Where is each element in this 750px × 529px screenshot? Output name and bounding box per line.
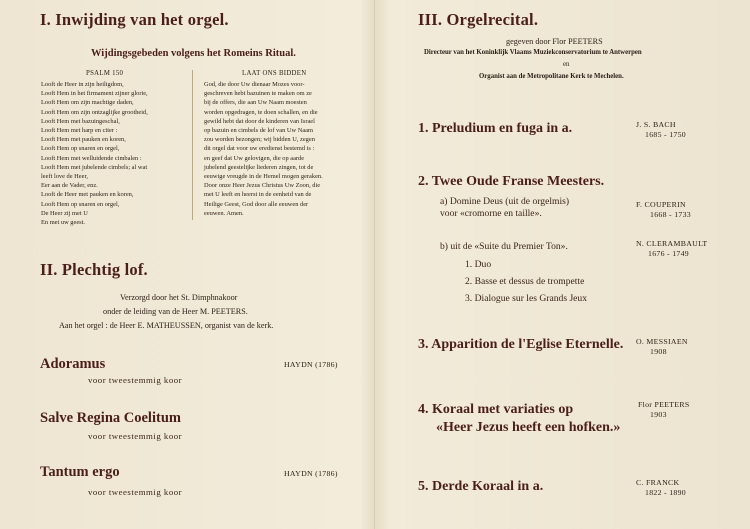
prayer-line: Heilige Geest, God door alle eeuwen der — [204, 200, 309, 208]
recital-item-1 — [418, 121, 572, 137]
recital-by: gegeven door Flor PEETERS — [506, 37, 603, 46]
page-fold — [374, 0, 376, 529]
recital-item-3 — [418, 337, 623, 353]
psalm-line: Looft Hem in het firmament zijner glorie, — [41, 90, 148, 98]
piece-tantum-ergo: Tantum ergo — [40, 464, 120, 480]
prayer-text — [204, 80, 323, 218]
composer-messiaen: O. MESSIAEN — [636, 337, 688, 346]
section1-subtitle: Wijdingsgebeden volgens het Romeins Ritual. — [91, 48, 296, 59]
section3-title: III. Orgelrecital. — [418, 10, 539, 29]
psalm-line: Looft de Heer in zijn heiligdom, — [41, 81, 124, 88]
psalm-heading: PSALM 150 — [86, 70, 124, 77]
recital-item-4 — [418, 402, 573, 418]
sub-b-line1: b) uit de «Suite du Premier Ton». — [440, 241, 568, 252]
dates-bach: 1685 - 1750 — [645, 130, 686, 139]
psalm-line: Eer aan de Vader, enz. — [41, 182, 98, 190]
item-5-number: 5. — [418, 479, 429, 494]
composer-peeters: Flor PEETERS — [638, 400, 690, 409]
prayer-line: eeuwen. Amen. — [204, 209, 244, 217]
prayer-line: met U leeft en heerst in de eenheid van de — [204, 191, 312, 199]
piece-salve-regina: Salve Regina Coelitum — [40, 410, 181, 426]
psalm-text — [41, 80, 148, 227]
psalm-line: De Heer zij met U — [41, 209, 88, 217]
choir-info-line1: Verzorgd door het St. Dimphnakoor — [120, 293, 238, 302]
psalm-line: En met uw geest. — [41, 219, 86, 227]
composer-clerambault: N. CLERAMBAULT — [636, 239, 708, 248]
psalm-line: Looft Hem om zijn ontzaglijke grootheid, — [41, 108, 148, 116]
sub-b-part-3: 3. Dialogue sur les Grands Jeux — [465, 293, 588, 304]
prayer-line: en geef dat Uw gelovigen, die op aarde — [204, 154, 305, 162]
dates-couperin: 1668 - 1733 — [650, 210, 691, 219]
psalm-line: Looft Hem met pauken en koren, — [41, 136, 126, 144]
recital-item-5 — [418, 479, 543, 495]
recital-role1: Directeur van het Koninklijk Vlaams Muziekconservatorium te Antwerpen — [424, 49, 642, 56]
composer-haydn-2: HAYDN (1786) — [284, 469, 338, 478]
piece-note-2: voor tweestemmig koor — [88, 431, 183, 441]
prayer-line: dit orgel dat voor uw eredienst bestemd is : — [204, 145, 315, 153]
prayer-line: zou worden bezongen; wij bidden U, zegen — [204, 136, 315, 144]
prayer-line: jubelend geestelijke liederen zingen, tot de — [204, 163, 314, 171]
psalm-line: leeft love de Heer, — [41, 173, 88, 181]
item-2-number: 2. — [418, 174, 429, 189]
prayer-line: geschreven hebt bazuinen te maken om ze — [204, 90, 312, 98]
composer-couperin: F. COUPERIN — [636, 200, 686, 209]
recital-and: en — [563, 61, 570, 68]
recital-role2: Organist aan de Metropolitane Kerk te Mechelen. — [479, 73, 624, 80]
item-1-title: Preludium en fuga in a. — [432, 121, 573, 136]
item-4-title-line2: «Heer Jezus heeft een hofken.» — [436, 420, 621, 435]
item-4-number: 4. — [418, 402, 429, 417]
psalm-line: Looft de Heer met pauken en koren, — [41, 191, 134, 199]
prayer-line: eeuwige vreugde in de Hemel mogen geraken. — [204, 173, 323, 181]
item-3-number: 3. — [418, 337, 429, 352]
psalm-line: Looft Hem met bazuingeschal, — [41, 117, 120, 125]
item-4-title: Koraal met variaties op — [432, 402, 574, 417]
organist-info: Aan het orgel : de Heer E. MATHEUSSEN, organist van de kerk. — [59, 321, 274, 330]
item-1-number: 1. — [418, 121, 429, 136]
piece-note-3: voor tweestemmig koor — [88, 487, 183, 497]
item-3-title: Apparition de l'Eglise Eternelle. — [431, 337, 624, 352]
psalm-line: Looft Hem met welluidende cimbalen : — [41, 154, 142, 162]
dates-clerambault: 1676 - 1749 — [648, 249, 689, 258]
sub-b-part-1: 1. Duo — [465, 259, 492, 270]
section2-title: II. Plechtig lof. — [40, 260, 148, 279]
column-divider — [192, 70, 193, 220]
composer-franck: C. FRANCK — [636, 478, 680, 487]
prayer-line: bij de offers, die aan Uw Naam moesten — [204, 99, 307, 107]
psalm-line: Looft Hem met harp en citer : — [41, 127, 118, 135]
prayer-line: God, die door Uw dienaar Mozes voor- — [204, 81, 305, 88]
piece-note-1: voor tweestemmig koor — [88, 375, 183, 385]
prayer-heading: LAAT ONS BIDDEN — [242, 70, 307, 77]
prayer-line: worden opgedragen, te doen schallen, en die — [204, 108, 318, 116]
psalm-line: Looft Hem op snaren en orgel, — [41, 200, 120, 208]
prayer-line: op bazuin en cimbels de lof van Uw Naam — [204, 127, 313, 135]
item-5-title: Derde Koraal in a. — [432, 479, 544, 494]
prayer-line: Door onze Heer Jezus Christus Uw Zoon, die — [204, 182, 321, 190]
piece-adoramus: Adoramus — [40, 356, 106, 372]
dates-peeters: 1903 — [650, 410, 667, 419]
sub-a-line1: a) Domine Deus (uit de orgelmis) — [440, 196, 570, 207]
dates-messiaen: 1908 — [650, 347, 667, 356]
item-2-title: Twee Oude Franse Meesters. — [431, 174, 605, 189]
dates-franck: 1822 - 1890 — [645, 488, 686, 497]
psalm-line: Looft Hem om zijn machtige daden, — [41, 99, 134, 107]
composer-bach: J. S. BACH — [636, 120, 676, 129]
sub-a-line2: voor «cromorne en taille». — [440, 208, 542, 219]
section1-title: I. Inwijding van het orgel. — [40, 10, 229, 29]
psalm-line: Looft Hem met jubelende cimbels; al wat — [41, 163, 148, 171]
prayer-line: gewild hebt dat door de kinderen van Israel — [204, 117, 315, 125]
sub-b-part-2: 2. Basse et dessus de trompette — [465, 276, 585, 287]
choir-info-line2: onder de leiding van de Heer M. PEETERS. — [103, 307, 248, 316]
psalm-line: Looft Hem op snaren en orgel, — [41, 145, 120, 153]
composer-haydn-1: HAYDN (1786) — [284, 360, 338, 369]
recital-item-2 — [418, 174, 604, 190]
